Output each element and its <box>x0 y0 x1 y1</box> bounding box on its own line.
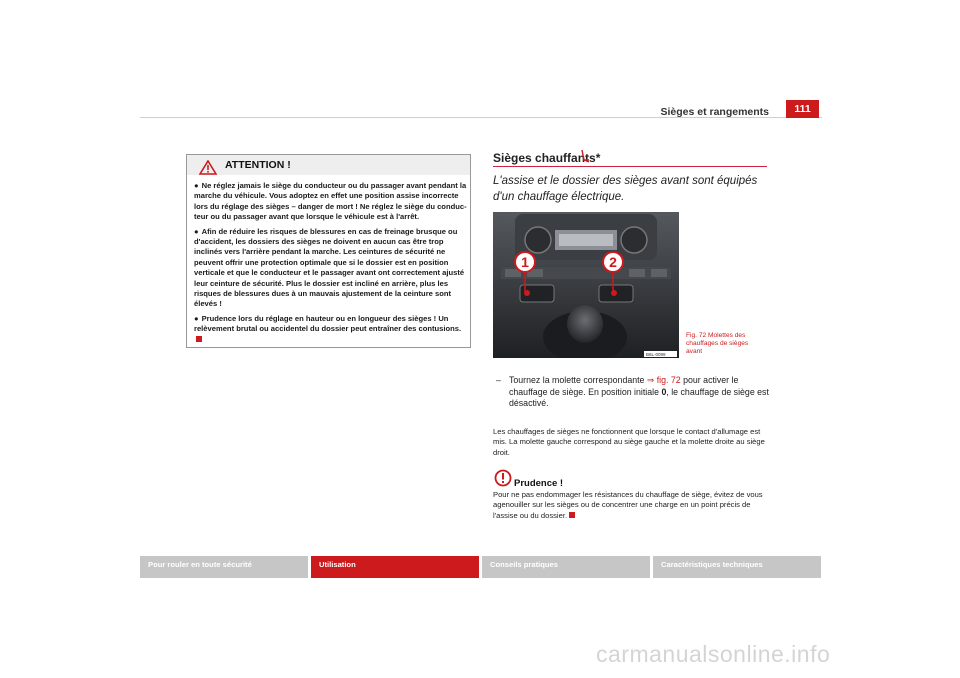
seat-heating-figure <box>493 212 679 358</box>
page-header-title: Sièges et rangements <box>660 106 769 118</box>
warning-title: ATTENTION ! <box>225 159 291 171</box>
figure-caption: Fig. 72 Molettes des chauffages de sièges avant <box>686 332 749 356</box>
nav-tab-technical-specs[interactable]: Caractéristiques techniques <box>653 556 821 578</box>
caution-icon <box>494 469 512 487</box>
section-end-mark-icon <box>569 512 575 518</box>
warning-bullet: ● Afin de réduire les risques de blessures en cas de freinage brusque ou d'accident, les dossiers des sièges ne doivent en aucun cas être trop inclinés vers l'arrière pendant la marche. Les ceintures de sécurité ne peuvent offrir une protection optimale que si le dossier est en position verticale et que le conducteur et le passager avant ont correctement ajusté leur ceinture de sécurité. Plus le dossier est incliné en arrière, plus les risques de blessures dues à un mauvais ajustement de la ceinture sont élevés ! <box>194 226 465 309</box>
callout-1: 1 <box>521 254 529 270</box>
dash-marker: – <box>496 375 501 385</box>
figure-code: B6L-0099 <box>646 352 666 357</box>
warning-bullet: ● Ne réglez jamais le siège du conducteur ou du passager avant pendant la marche du véhicule. Vous adoptez en effet une position assise incorrecte lors du réglage des sièges – danger de mort ! Ne réglez le siège du conduc-teur ou du passager avant que lorsque le véhicule est à l'arrêt. <box>194 181 467 222</box>
nav-tab-usage[interactable]: Utilisation <box>311 556 479 578</box>
position-value: 0 <box>661 386 667 397</box>
nav-tab-safety[interactable]: Pour rouler en toute sécurité <box>140 556 308 578</box>
caution-title: Prudence ! <box>514 478 564 489</box>
console-photo <box>493 212 679 358</box>
warning-body <box>194 181 469 349</box>
warning-triangle-icon <box>199 160 217 175</box>
bullet-icon: ● <box>194 181 199 190</box>
note-paragraph: Les chauffages de sièges ne fonctionnent que lorsque le contact d'allumage est mis. La molette gauche correspond au siège gauche et la molette droite au siège droit. <box>493 427 765 457</box>
section-end-mark-icon <box>196 336 202 342</box>
section-rule <box>493 166 767 167</box>
seat-icon <box>579 149 591 163</box>
callout-2: 2 <box>609 254 617 270</box>
bullet-icon: ● <box>194 226 199 236</box>
nav-tab-practical-tips[interactable]: Conseils pratiques <box>482 556 650 578</box>
caution-body: Pour ne pas endommager les résistances du chauffage de siège, évitez de vous agenouiller sur les sièges ou de concentrer une charge en un point précis de l'assise ou du dossier. <box>493 490 763 520</box>
section-intro: L'assise et le dossier des sièges avant sont équipés d'un chauffage électrique. <box>493 175 758 203</box>
instruction-step: – Tournez la molette correspondante ⇒ fig. 72 pour activer le chauffage de siège. En position initiale 0, le chauffage de siège est désactivé. <box>496 375 769 408</box>
page-number: 111 <box>786 100 819 118</box>
bullet-icon: ● <box>194 313 199 323</box>
section-title: Sièges chauffants* <box>493 151 601 165</box>
watermark: carmanualsonline.info <box>596 641 831 667</box>
figure-reference-link[interactable]: ⇒ fig. 72 <box>646 375 681 385</box>
warning-bullet: ● Prudence lors du réglage en hauteur ou en longueur des sièges ! Un relèvement brutal ou accidentel du dossier peut entraîner des contusions. <box>194 314 469 345</box>
warning-box <box>186 154 471 348</box>
